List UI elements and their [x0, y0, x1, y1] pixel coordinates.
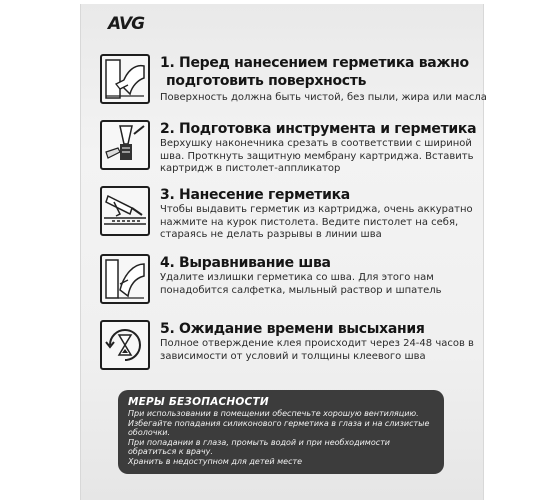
- sealant-gun-icon: [100, 186, 150, 236]
- step-4-title: 4. Выравнивание шва: [160, 255, 331, 271]
- safety-line-1: При использовании в помещении обеспечьте хорошую вентиляцию.: [128, 409, 419, 418]
- step-5: [100, 320, 480, 376]
- safety-line-6: Хранить в недоступном для детей месте: [128, 456, 303, 466]
- safety-title: МЕРЫ БЕЗОПАСНОСТИ: [128, 396, 269, 408]
- step-2-text: Верхушку наконечника срезать в соответствии с шириной шва. Проткнуть защитную мембрану картриджа. Вставить картридж в пистолет-аппликатор: [160, 138, 474, 174]
- step-1: [100, 54, 487, 112]
- step-1-text: Поверхность должна быть чистой, без пыли, жира или масла: [160, 92, 487, 103]
- step-1-title-line2: подготовить поверхность: [166, 73, 367, 89]
- step-1-title-line1: 1. Перед нанесением герметика важно: [160, 55, 469, 71]
- hourglass-timer-icon: [100, 320, 150, 370]
- step-3-title: 3. Нанесение герметика: [160, 187, 350, 203]
- cutter-nozzle-icon: [100, 120, 150, 170]
- safety-line-4: При попадании в глаза, промыть водой и при необходимости: [128, 437, 390, 447]
- safety-line-5: обратиться к врачу.: [128, 447, 213, 456]
- finger-smoothing-icon: [100, 254, 150, 304]
- step-2-title: 2. Подготовка инструмента и герметика: [160, 121, 477, 137]
- safety-line-2: Избегайте попадания силиконового герметика в глаза и на слизистые: [128, 418, 430, 428]
- safety-line-3: оболочки.: [128, 428, 171, 437]
- safety-panel: [118, 390, 444, 474]
- brand-logo: AVG: [108, 14, 145, 34]
- step-3: [100, 186, 480, 242]
- step-4-text: Удалите излишки герметика со шва. Для этого нам понадобится салфетка, мыльный раствор и шпатель: [160, 272, 442, 296]
- step-5-text: Полное отверждение клея происходит через 24-48 часов в зависимости от условий и толщины клеевого шва: [160, 338, 474, 362]
- step-5-title: 5. Ожидание времени высыхания: [160, 321, 425, 337]
- step-2: [100, 120, 480, 180]
- step-4: [100, 254, 480, 310]
- step-3-text: Чтобы выдавить герметик из картриджа, очень аккуратно нажмите на курок пистолета. Ведите пистолет на себя, стараясь не делать разрывы в линии шва: [160, 204, 473, 240]
- hand-wiping-surface-icon: [100, 54, 150, 104]
